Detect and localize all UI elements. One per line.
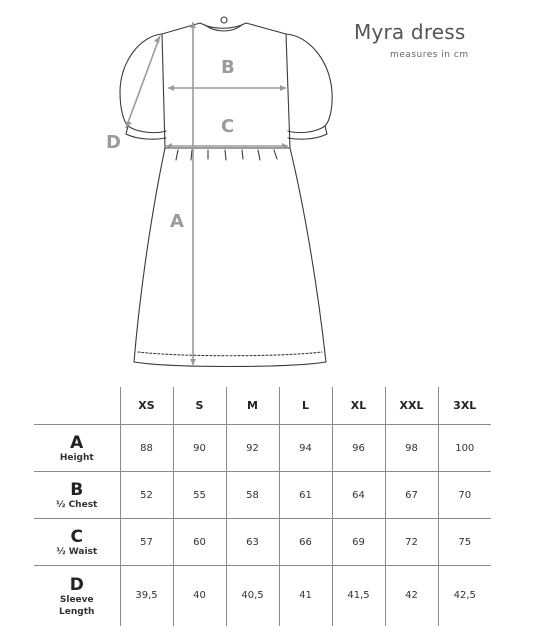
table-row bbox=[34, 472, 491, 519]
table-cell: 72 bbox=[385, 519, 438, 566]
table-cell: 42,5 bbox=[438, 566, 491, 626]
size-header-m: M bbox=[226, 387, 279, 425]
dress-button bbox=[221, 17, 227, 23]
table-cell: 92 bbox=[226, 425, 279, 472]
row-name: Height bbox=[59, 453, 94, 463]
table-cell: 61 bbox=[279, 472, 332, 519]
table-cell: 57 bbox=[120, 519, 173, 566]
size-header-row bbox=[34, 387, 491, 425]
table-cell: 98 bbox=[385, 425, 438, 472]
dress-skirt bbox=[134, 148, 326, 367]
row-letter: D bbox=[69, 574, 84, 595]
size-header-xxl: XXL bbox=[385, 387, 438, 425]
measure-label-d: D bbox=[106, 132, 121, 153]
row-header-c bbox=[34, 519, 120, 566]
size-header-3xl: 3XL bbox=[438, 387, 491, 425]
page-subtitle: measures in cm bbox=[390, 50, 469, 60]
table-cell: 60 bbox=[173, 519, 226, 566]
table-cell: 42 bbox=[385, 566, 438, 626]
table-cell: 52 bbox=[120, 472, 173, 519]
table-cell: 67 bbox=[385, 472, 438, 519]
table-row bbox=[34, 566, 491, 626]
table-cell: 75 bbox=[438, 519, 491, 566]
right-sleeve bbox=[286, 34, 332, 133]
measure-d-line bbox=[126, 36, 160, 128]
row-letter: A bbox=[70, 433, 84, 453]
size-header-xs: XS bbox=[120, 387, 173, 425]
row-name: Sleeve Length bbox=[59, 594, 95, 617]
measure-label-a: A bbox=[170, 211, 184, 232]
table-cell: 66 bbox=[279, 519, 332, 566]
row-letter: C bbox=[70, 527, 83, 547]
table-cell: 64 bbox=[332, 472, 385, 519]
size-header-s: S bbox=[173, 387, 226, 425]
row-header-b bbox=[34, 472, 120, 519]
table-cell: 39,5 bbox=[120, 566, 173, 626]
size-header-l: L bbox=[279, 387, 332, 425]
measure-label-b: B bbox=[221, 57, 235, 78]
row-name: ½ Chest bbox=[56, 500, 98, 510]
table-cell: 41,5 bbox=[332, 566, 385, 626]
table-cell: 55 bbox=[173, 472, 226, 519]
table-cell: 90 bbox=[173, 425, 226, 472]
row-letter: B bbox=[70, 480, 84, 500]
table-cell: 41 bbox=[279, 566, 332, 626]
table-cell: 94 bbox=[279, 425, 332, 472]
measure-label-c: C bbox=[221, 116, 235, 137]
size-table bbox=[34, 387, 491, 626]
corner-cell bbox=[34, 387, 120, 425]
table-row bbox=[34, 519, 491, 566]
page-title: Myra dress bbox=[354, 20, 466, 44]
table-row bbox=[34, 425, 491, 472]
table-cell: 96 bbox=[332, 425, 385, 472]
table-cell: 70 bbox=[438, 472, 491, 519]
table-cell: 63 bbox=[226, 519, 279, 566]
size-header-xl: XL bbox=[332, 387, 385, 425]
table-cell: 40 bbox=[173, 566, 226, 626]
table-cell: 40,5 bbox=[226, 566, 279, 626]
row-header-a bbox=[34, 425, 120, 472]
table-cell: 88 bbox=[120, 425, 173, 472]
table-cell: 69 bbox=[332, 519, 385, 566]
row-name: ½ Waist bbox=[56, 547, 98, 557]
row-header-d bbox=[34, 566, 120, 626]
table-cell: 58 bbox=[226, 472, 279, 519]
table-cell: 100 bbox=[438, 425, 491, 472]
